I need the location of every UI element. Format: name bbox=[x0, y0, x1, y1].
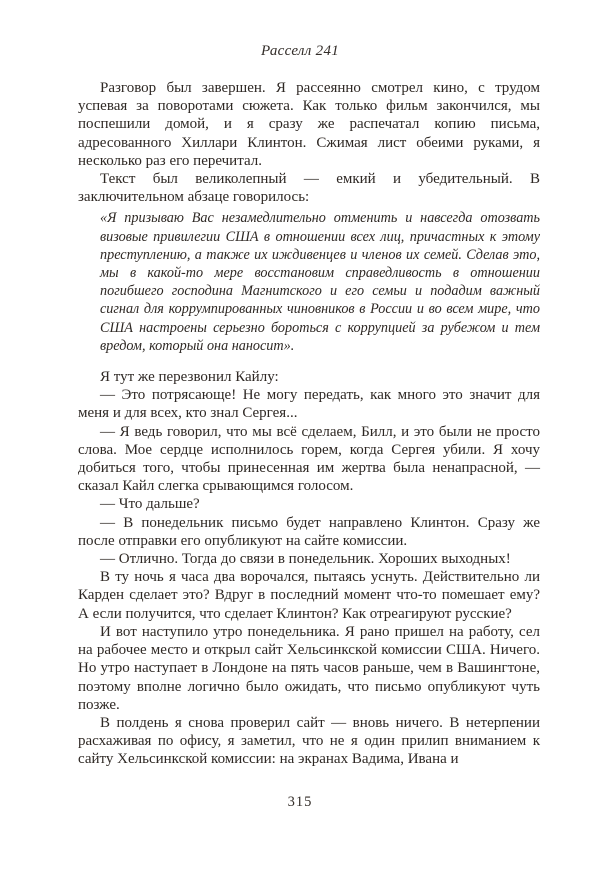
paragraph: — Я ведь говорил, что мы всё сделаем, Билл, и это были не просто слова. Мое сердце исполнилось горем, когда Сергея убили. Я хочу добиться того, чтобы принесенная им жертва была ненапрасной, — сказал Кайл слегка срывающимся голосом. bbox=[78, 423, 540, 495]
page-number: 315 bbox=[287, 794, 313, 810]
paragraph: Я тут же перезвонил Кайлу: bbox=[100, 369, 279, 386]
paragraph: — В понедельник письмо будет направлено Клинтон. Сразу же после отправки его опубликуют на сайте комиссии. bbox=[78, 514, 540, 549]
quote-paragraph: «Я призываю Вас незамедлительно отменить и навсегда отозвать визовые привилегии США в отношении всех лиц, причастных к этому преступлению, а также их иждивенцев и членов их семей. Сделав это, мы в какой-то мере восстановим справедливость в отношении погибшего господина Магнитского и его семьи и подадим важный сигнал для коррумпированных чиновников в России и во всем мире, что США настроены серьезно бороться с коррупцией за рубежом и тем вредом, который она наносит». bbox=[100, 210, 540, 354]
paragraph: В полдень я снова проверил сайт — вновь ничего. В нетерпении расхаживая по офису, я заметил, что не я один прилип вниманием к сайту Хельсинкской комиссии: на экранах Вадима, Ивана и bbox=[78, 714, 540, 768]
paragraph: — Что дальше? bbox=[100, 496, 200, 513]
paragraph: — Отлично. Тогда до связи в понедельник. Хороших выходных! bbox=[100, 551, 511, 568]
paragraph: — Это потрясающе! Не могу передать, как много это значит для меня и для всех, кто знал Сергея... bbox=[78, 387, 540, 422]
page-body bbox=[78, 79, 540, 769]
paragraph: В ту ночь я часа два ворочался, пытаясь уснуть. Действительно ли Карден сделает это? Вдруг в последний момент что-то помешает ему? А если получится, что сделает Клинтон? Как отреагируют русские? bbox=[78, 569, 540, 622]
paragraph: Разговор был завершен. Я рассеянно смотрел кино, с трудом успевая за поворотами сюжета. Как только фильм закончился, мы поспешили домой, и я сразу же распечатал копию письма, адресованного Хиллари Клинтон. Сжимая лист обеими руками, я несколько раз его перечитал. bbox=[78, 80, 540, 169]
paragraph: Текст был великолепный — емкий и убедительный. В заключительном абзаце говорилось: bbox=[78, 171, 540, 206]
running-head: Расселл 241 bbox=[260, 43, 340, 59]
paragraph: И вот наступило утро понедельника. Я рано пришел на работу, сел на рабочее место и открыл сайт Хельсинкской комиссии США. Ничего. Но утро наступает в Лондоне на пять часов раньше, чем в Вашингтоне, поэтому вполне логично было ожидать, что письмо опубликуют чуть позже. bbox=[78, 623, 540, 713]
